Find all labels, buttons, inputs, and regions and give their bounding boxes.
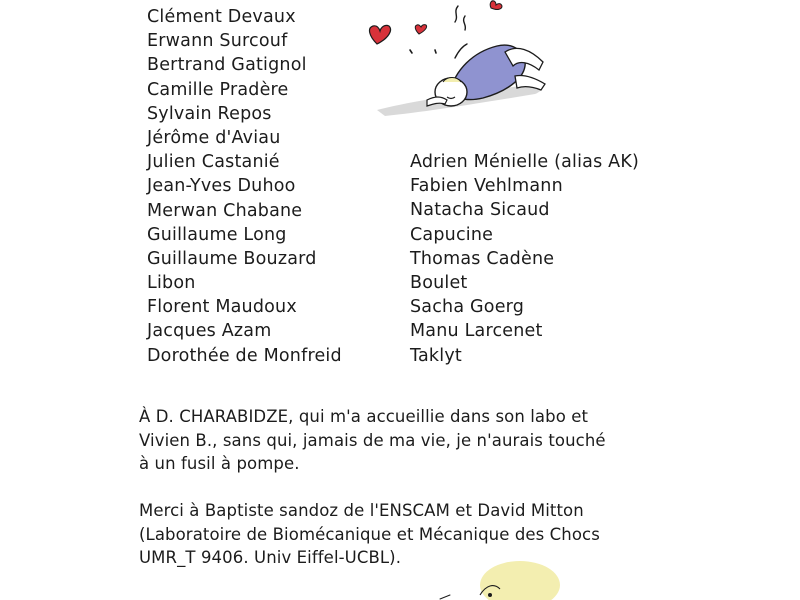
credits-right-column bbox=[410, 150, 639, 368]
credit-name: Natacha Sicaud bbox=[410, 200, 550, 221]
lying-character-illustration bbox=[355, 0, 565, 140]
credit-name: Dorothée de Monfreid bbox=[147, 345, 342, 366]
credit-name: Fabien Vehlmann bbox=[410, 176, 563, 197]
credit-name: Sacha Goerg bbox=[410, 297, 525, 318]
paragraph-line: Merci à Baptiste sandoz de l'ENSCAM et David Mitton bbox=[139, 501, 584, 520]
credit-name: Camille Pradère bbox=[147, 79, 289, 100]
paragraph-line: Vivien B., sans qui, jamais de ma vie, je n'aurais touché bbox=[139, 430, 606, 450]
credit-name: Capucine bbox=[410, 224, 494, 245]
credit-name: Adrien Ménielle (alias AK) bbox=[410, 152, 640, 172]
credit-name: Jérôme d'Aviau bbox=[147, 127, 281, 148]
paragraph-line: (Laboratoire de Biomécanique et Mécanique des Chocs bbox=[139, 524, 600, 544]
credit-name: Taklyt bbox=[410, 345, 462, 366]
credit-name: Florent Maudoux bbox=[147, 297, 297, 318]
credit-name: Guillaume Long bbox=[147, 224, 287, 245]
paragraph-line: à un fusil à pompe. bbox=[139, 454, 300, 473]
paragraph-line: UMR_T 9406. Univ Eiffel-UCBL). bbox=[139, 548, 402, 567]
heart-icon bbox=[415, 25, 426, 34]
thanks-paragraph-lab bbox=[139, 405, 606, 476]
credit-name: Jean-Yves Duhoo bbox=[147, 176, 296, 197]
credits-left-column bbox=[147, 5, 342, 368]
credit-name: Bertrand Gatignol bbox=[147, 55, 307, 76]
credit-name: Erwann Surcouf bbox=[147, 31, 288, 52]
credit-name: Julien Castanié bbox=[147, 152, 280, 173]
credit-name: Libon bbox=[147, 273, 196, 294]
heart-icon bbox=[370, 25, 391, 44]
credit-name: Sylvain Repos bbox=[147, 103, 272, 124]
heart-icon bbox=[490, 1, 502, 10]
credit-name: Merwan Chabane bbox=[147, 200, 303, 221]
bottom-illustration bbox=[420, 555, 570, 600]
credit-name: Clément Devaux bbox=[147, 7, 296, 27]
credit-name: Thomas Cadène bbox=[410, 248, 555, 269]
credit-name: Boulet bbox=[410, 272, 468, 293]
paragraph-line: À D. CHARABIDZE, qui m'a accueillie dans son labo et bbox=[139, 407, 589, 426]
credit-name: Manu Larcenet bbox=[410, 321, 543, 342]
credit-name: Guillaume Bouzard bbox=[147, 248, 317, 269]
credit-name: Jacques Azam bbox=[147, 321, 272, 342]
